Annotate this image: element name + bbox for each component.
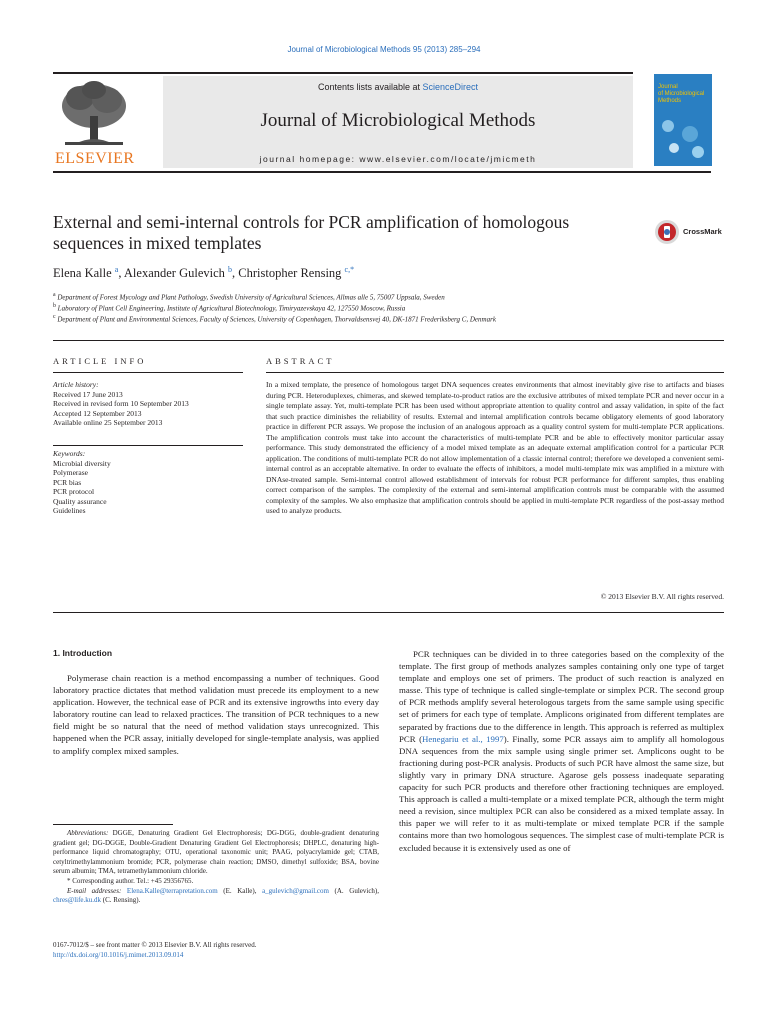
article-history: Article history: Received 17 June 2013 Received in revised form 10 September 2013 Accepted 12 September 2013 Available online 25 September 2013 (53, 380, 189, 427)
journal-name: Journal of Microbiological Methods (260, 110, 536, 131)
intro-column-2: PCR techniques can be divided in to three categories based on the complexity of the template. The first group of methods analyzes samples containing only one type of target template and employs one set of primers. The product of such reaction is analyzed en masse. This type of technique is called single-template or simplex PCR. The second group of PCR methods amplify several heterologous targets from the same sample using specific set of primers for each type of template. Amplicons originated from different templates are separated by fractions due to the difference in length. This approach is referred as multiplex PCR (Henegariu et al., 1997). Finally, some PCR assays aim to amplify all homologous DNA sequences from the mix sample using single primer set. Amplicons ought to be fractioning during post-PCR analysis. Products of such PCR have almost the same size, but slightly vary in primary DNA structure. Agarose gels possess inadequate separating capacity for such PCR products and therefore other fractioning techniques are employed. This approach is called a multi-template or a mixed template PCR, although the term might need a revision, since multiplex PCR can also be considered as a mixed template assay. In this paper we will refer to it as multi-template or mixed template PCR if the sample contains more than two homologous sequences. The simplest case of multi-template PCR is excluded because it is extensively used as one of (399, 649, 724, 853)
author-name[interactable]: Alexander Gulevich (123, 266, 225, 281)
abstract-text: In a mixed template, the presence of homologous target DNA sequences creates environments that almost inevitably give rise to artifacts and biases during PCR. Heteroduplexes, chimeras, and skewed template-to-product ratios are the exclusive attributes of mixed template PCR and never occur in a single template assay. Yet, multi-template PCR has been used without appropriate attention to quality control and assay validation, in spite of the fact that such practice diminishes the reliability of results. External and internal amplification controls became obligatory elements of good laboratory practice in different PCR assays. We propose the inclusion of an analogous approach as a quality control system for multi-template PCR applications. The amplification controls must take into account the characteristics of multi-template PCR and be able to effectively monitor particular assay performance. This study demonstrated the efficiency of a model mixed template as an adequate external amplification control for a particular PCR application. The conditions of multi-template PCR do not allow implementation of a classic internal control; therefore we developed a convenient semi-internal control as an acceptable alternative. In order to evaluate the effects of inhibitors, a model multi-template mix was amplified in a mixture with DNAse-treated sample. Semi-internal control allowed establishment of intervals for robust PCR performance for different samples, thus enabling correct comparison of the samples. The complexity of the external and semi-internal amplification controls must be comparable with the assumed complexity of the samples. We also emphasize that amplification controls should be applied in multi-template PCR regardless of the post-assay method used to analyze products. (266, 380, 724, 515)
crossmark-label[interactable]: CrossMark (683, 227, 722, 236)
section-heading: 1. Introduction (53, 648, 113, 658)
issn-doi: 0167-7012/$ – see front matter © 2013 Elsevier B.V. All rights reserved. http://dx.doi.org/10.1016/j.mimet.2013.09.014 (53, 941, 257, 959)
journal-reference[interactable]: Journal of Microbiological Methods 95 (2013) 285–294 (287, 45, 481, 54)
elsevier-tree-logo (55, 78, 133, 155)
email-link[interactable]: chres@life.ku.dk (53, 896, 102, 905)
abstract-end-rule (53, 612, 724, 613)
doi-link[interactable]: http://dx.doi.org/10.1016/j.mimet.2013.09.014 (53, 951, 184, 959)
keyword: PCR protocol (53, 487, 95, 496)
intro-column-1: Polymerase chain reaction is a method encompassing a number of techniques. Good laboratory practice dictates that method validation must precede its employment to a new application. However, the technical ease of PCR and its extensive ingrowths into every day laboratory routine can lead to relaxed practices. The transition of PCR techniques to a new field might be so natural that the need of method validation stays unrecognized. This happened when the PCR assay, initially developed for single-template analysis, was applied to amplify complex mixed samples. (53, 673, 379, 756)
author-list: Elena Kalle $^a$, Alexander Gulevich $^b$, Christopher Rensing $^{c,*}$ (53, 265, 355, 281)
author-affiliation-mark: b (228, 265, 233, 274)
journal-homepage[interactable]: journal homepage: www.elsevier.com/locate/jmicmeth (259, 154, 537, 164)
sciencedirect-link[interactable]: ScienceDirect (422, 82, 479, 92)
publisher-name: ELSEVIER (55, 150, 135, 167)
info-rule (53, 372, 243, 373)
footnote-rule (53, 824, 173, 825)
copyright: © 2013 Elsevier B.V. All rights reserved. (600, 592, 724, 601)
keywords: Keywords: Microbial diversity Polymerase PCR bias PCR protocol Quality assurance Guidelines (53, 449, 243, 516)
info-divider (53, 445, 243, 446)
author-name[interactable]: Elena Kalle (53, 266, 112, 281)
abstract-heading: ABSTRACT (266, 356, 335, 366)
contents-line (163, 82, 633, 92)
header-bottom-rule (53, 171, 711, 173)
keyword: Microbial diversity (53, 458, 111, 468)
article-info-heading: ARTICLE INFO (53, 356, 147, 366)
author-name[interactable]: Christopher Rensing (238, 266, 342, 281)
keyword: Guidelines (53, 506, 86, 515)
keyword: PCR bias (53, 477, 82, 487)
section-rule (53, 340, 724, 341)
email-link[interactable]: Elena.Kalle@terrapretation.com (126, 886, 218, 895)
keyword: Polymerase (53, 468, 88, 477)
affiliation: $^a$ Department of Forest Mycology and Plant Pathology, Swedish University of Agricultural Sciences, Allmas alle 5, 75007 Uppsala, Sweden (53, 292, 445, 302)
header-top-rule (53, 72, 633, 74)
keyword: Quality assurance (53, 496, 107, 506)
author-affiliation-mark: a (114, 265, 119, 274)
footnotes: Abbreviations: DGGE, Denaturing Gradient Gel Electrophoresis; DG-DGG, double-gradient denaturing gradient gel; DG-DGGE, Double-Gradient Denaturing Gradient Gel Electrophoresis; DHPLC, denaturing high-performance liquid chromatography; OTU, operational taxonomic unit; PAAG, polyacrylamide gel; CTAB, cetyltrimethylammonium bromide; PCR, polymerase chain reaction; DMSO, dimethyl sulfoxide; BSA, bovine serum albumin; TMA, tetramethylammonium chloride. * Corresponding author. Tel.: +45 29356765. E-mail addresses: Elena.Kalle@terrapretation.com (E. Kalle), a_gulevich@gmail.com (A. Gulevich), chres@life.ku.dk (C. Rensing). (53, 829, 380, 905)
contents-prefix: Contents lists available at (317, 82, 423, 92)
affiliation: $^b$ Laboratory of Plant Cell Engineering, Institute of Agricultural Biotechnology, Timiryazevskaya 42, 127550 Moscow, Russia (53, 303, 406, 313)
article-title: External and semi-internal controls for PCR amplification of homologous sequences in mixed templates (53, 212, 570, 253)
affiliation: $^c$ Department of Plant and Environmental Sciences, Faculty of Sciences, University of Copenhagen, Thorvaldsensvej 40, DK-1871 Frederiksberg C, Denmark (53, 314, 496, 324)
author-affiliation-mark: c,* (344, 265, 355, 274)
email-link[interactable]: a_gulevich@gmail.com (262, 886, 329, 895)
crossmark-icon[interactable] (654, 219, 680, 250)
citation-link[interactable]: Henegariu et al., 1997 (422, 733, 504, 744)
journal-cover (654, 74, 712, 166)
cover-title: Journal of Microbiological Methods (658, 84, 705, 104)
abstract-rule (266, 372, 724, 373)
